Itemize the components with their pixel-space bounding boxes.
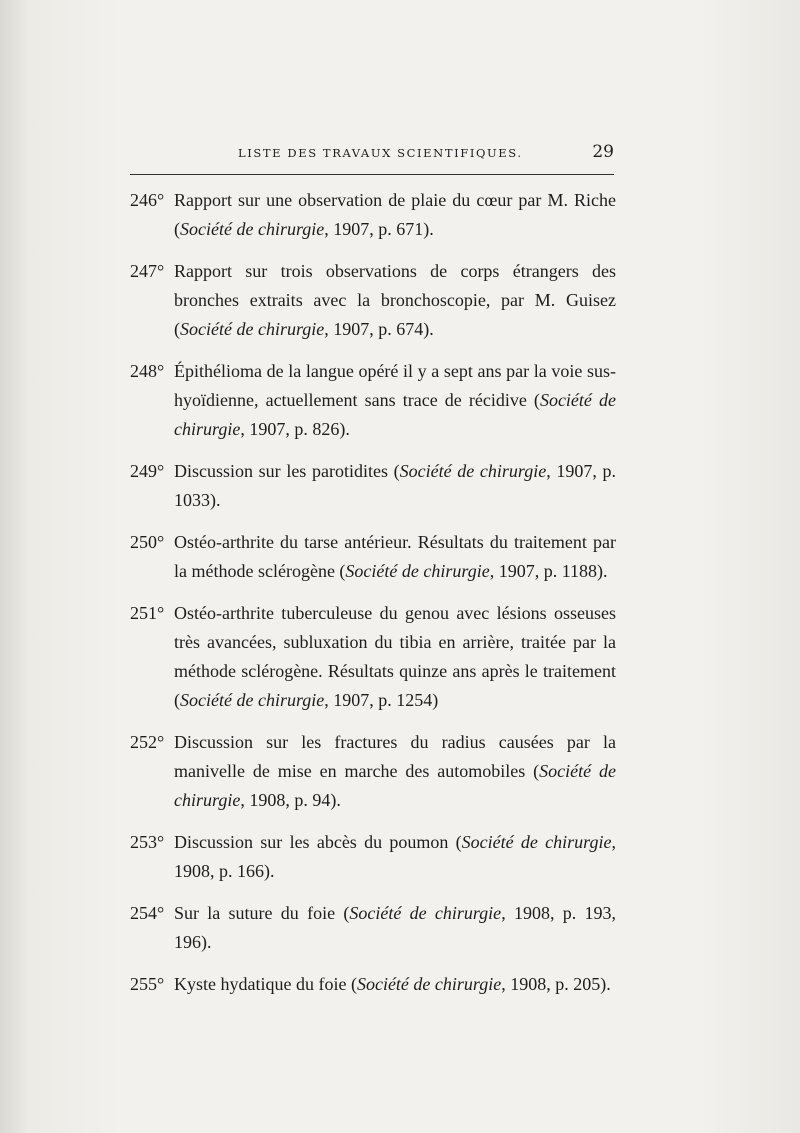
- entry-number: 249°: [130, 461, 165, 481]
- publication-list: [130, 186, 616, 1012]
- entry-number: 254°: [130, 903, 165, 923]
- page-header: [130, 142, 614, 166]
- entry-text: Ostéo-arthrite du tarse antérieur. Résultats du traitement par la méthode sclérogène (Société de chirurgie, 1907, p. 1188).: [174, 532, 616, 581]
- entry-number: 251°: [130, 603, 165, 623]
- journal-name: Société de chirurgie: [174, 390, 616, 439]
- journal-name: Société de chirurgie: [356, 974, 502, 994]
- entry-number: 248°: [130, 361, 165, 381]
- journal-name: Société de chirurgie: [174, 761, 616, 810]
- entry-text: Kyste hydatique du foie (Société de chirurgie, 1908, p. 205).: [174, 974, 611, 994]
- running-title: LISTE DES TRAVAUX SCIENTIFIQUES.: [238, 146, 523, 160]
- list-item: [130, 899, 616, 957]
- entry-number: 252°: [130, 732, 165, 752]
- entry-number: 246°: [130, 190, 165, 210]
- journal-name: Société de chirurgie: [399, 461, 547, 481]
- journal-name: Société de chirurgie: [180, 219, 325, 239]
- list-item: [130, 728, 616, 815]
- entry-number: 247°: [130, 261, 165, 281]
- list-item: [130, 186, 616, 244]
- entry-number: 255°: [130, 974, 165, 994]
- entry-number: 253°: [130, 832, 165, 852]
- entry-number: 250°: [130, 532, 165, 552]
- journal-name: Société de chirurgie: [349, 903, 502, 923]
- entry-text: Ostéo-arthrite tuberculeuse du genou avec lésions osseuses très avancées, subluxation du tibia en arrière, traitée par la méthode sclérogène. Résultats quinze ans après le traitement (Société de chirurgie, 1907, p. 1254): [174, 603, 616, 710]
- journal-name: Société de chirurgie: [180, 319, 325, 339]
- page-number: 29: [592, 142, 614, 162]
- list-item: [130, 357, 616, 444]
- list-item: [130, 457, 616, 515]
- entry-text: Rapport sur une observation de plaie du cœur par M. Riche (Société de chirurgie, 1907, p. 671).: [174, 190, 616, 239]
- entry-text: Discussion sur les abcès du poumon (Société de chirurgie, 1908, p. 166).: [174, 832, 616, 881]
- header-rule: [130, 174, 614, 175]
- list-item: [130, 970, 616, 999]
- entry-text: Discussion sur les parotidites (Société de chirurgie, 1907, p. 1033).: [174, 461, 616, 510]
- journal-name: Société de chirurgie: [345, 561, 490, 581]
- entry-text: Discussion sur les fractures du radius causées par la manivelle de mise en marche des automobiles (Société de chirurgie, 1908, p. 94).: [174, 732, 616, 810]
- list-item: [130, 528, 616, 586]
- journal-name: Société de chirurgie: [180, 690, 325, 710]
- entry-text: Sur la suture du foie (Société de chirurgie, 1908, p. 193, 196).: [174, 903, 617, 952]
- list-item: [130, 257, 616, 344]
- list-item: [130, 599, 616, 715]
- entry-text: Épithélioma de la langue opéré il y a sept ans par la voie sus-hyoïdienne, actuellement sans trace de récidive (Société de chirurgie, 1907, p. 826).: [174, 361, 616, 439]
- list-item: [130, 828, 616, 886]
- journal-name: Société de chirurgie: [461, 832, 612, 852]
- entry-text: Rapport sur trois observations de corps étrangers des bronches extraits avec la bronchoscopie, par M. Guisez (Société de chirurgie, 1907, p. 674).: [174, 261, 616, 339]
